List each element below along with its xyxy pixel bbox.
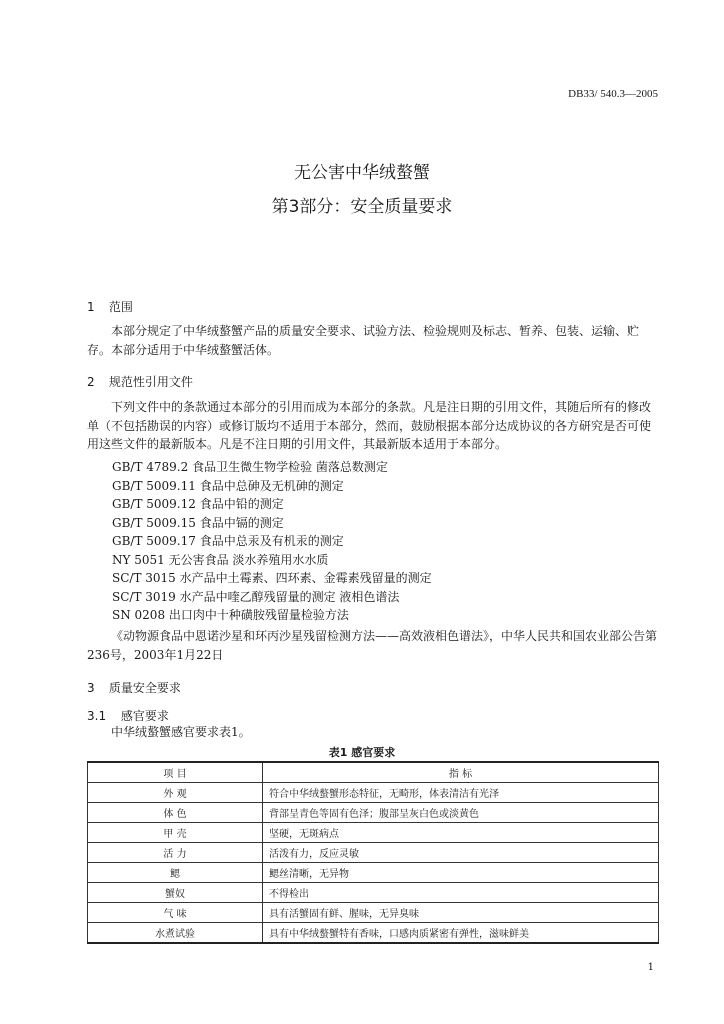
reference-note: 《动物源食品中恩诺沙星和环丙沙星残留检测方法——高效液相色谱法》，中华人民共和国农业部公告第236号，2003年1月22日 [87, 629, 658, 662]
reference-item: SC/T 3015 水产品中土霉素、四环素、金霉素残留量的测定 [112, 571, 432, 585]
document-title: 无公害中华绒螯蟹 [294, 163, 430, 183]
section-title: 质量安全要求 [108, 681, 181, 695]
section-number: 1 [87, 300, 95, 314]
sensory-requirements-table [87, 761, 659, 944]
section-title: 范围 [108, 300, 133, 314]
table-cell-item: 气 味 [88, 903, 263, 923]
table-row [88, 883, 659, 903]
section-title: 感官要求 [120, 709, 169, 723]
subsection-heading-3-1 [87, 707, 169, 724]
reference-item: GB/T 5009.11 食品中总砷及无机砷的测定 [112, 478, 344, 493]
table-row [88, 783, 659, 803]
table-row [88, 843, 659, 863]
table-cell-indicator: 不得检出 [263, 883, 659, 903]
table-cell-indicator: 具有活蟹固有鲜、腥味，无异臭味 [263, 903, 659, 923]
section-heading-1 [87, 298, 133, 315]
table-row [88, 863, 659, 883]
table-cell-item: 鳃 [88, 863, 263, 883]
column-header-item: 项 目 [88, 762, 263, 783]
table-cell-item: 外 观 [88, 783, 263, 803]
table-cell-indicator: 活泼有力，反应灵敏 [263, 843, 659, 863]
table-caption: 表1 感官要求 [328, 746, 396, 759]
section-heading-2 [87, 373, 193, 390]
section-number: 2 [87, 375, 95, 389]
table-cell-indicator: 坚硬，无斑病点 [263, 823, 659, 843]
table-cell-item: 体 色 [88, 803, 263, 823]
reference-item: GB/T 5009.12 食品中铅的测定 [112, 497, 284, 511]
table-cell-item: 甲 壳 [88, 823, 263, 843]
section-heading-3 [87, 679, 181, 696]
reference-item: NY 5051 无公害食品 淡水养殖用水水质 [112, 552, 329, 567]
table-cell-item: 水煮试验 [88, 923, 263, 944]
table-row [88, 923, 659, 944]
reference-item: SN 0208 出口肉中十种磺胺残留量检验方法 [112, 608, 349, 622]
table-cell-item: 蟹奴 [88, 883, 263, 903]
reference-item: GB/T 4789.2 食品卫生微生物学检验 菌落总数测定 [112, 460, 388, 474]
section-number: 3.1 [87, 709, 107, 723]
table-cell-item: 活 力 [88, 843, 263, 863]
reference-item: SC/T 3019 水产品中喹乙醇残留量的测定 液相色谱法 [112, 589, 400, 604]
section-title: 规范性引用文件 [108, 375, 193, 389]
table-cell-indicator: 鳃丝清晰，无异物 [263, 863, 659, 883]
table-row [88, 823, 659, 843]
table-cell-indicator: 具有中华绒螯蟹特有香味，口感肉质紧密有弹性，滋味鲜美 [263, 923, 659, 944]
scope-paragraph: 本部分规定了中华绒螯蟹产品的质量安全要求、试验方法、检验规则及标志、暂养、包装、运输、贮存。 [87, 324, 640, 357]
table-header-row [88, 762, 659, 783]
table-row [88, 803, 659, 823]
sensory-intro: 中华绒螯蟹感官要求表1。 [111, 725, 251, 739]
table-cell-indicator: 背部呈青色等固有色泽；腹部呈灰白色或淡黄色 [263, 803, 659, 823]
document-subtitle: 第3部分：安全质量要求 [271, 197, 453, 217]
table-cell-indicator: 符合中华绒螯蟹形态特征，无畸形，体表清洁有光泽 [263, 783, 659, 803]
page-number: 1 [647, 962, 654, 973]
table-row [88, 903, 659, 923]
column-header-indicator: 指 标 [263, 762, 659, 783]
section-number: 3 [87, 681, 95, 695]
reference-list [112, 458, 432, 625]
scope-applicability: 本部分适用于中华绒螯蟹活体。 [111, 343, 280, 357]
reference-item: GB/T 5009.15 食品中镉的测定 [112, 515, 284, 530]
document-code: DB33/ 540.3—2005 [568, 88, 658, 100]
references-intro: 下列文件中的条款通过本部分的引用而成为本部分的条款。凡是注日期的引用文件，其随后所有的修改单（不包括勘误的内容）或修订版均不适用于本部分，然而，鼓励根据本部分达成协议的各方研究是否可使用这些文件的最新版本。凡是不注日期的引用文件，其最新版本适用于本部分。 [87, 400, 652, 451]
reference-item: GB/T 5009.17 食品中总汞及有机汞的测定 [112, 534, 344, 548]
